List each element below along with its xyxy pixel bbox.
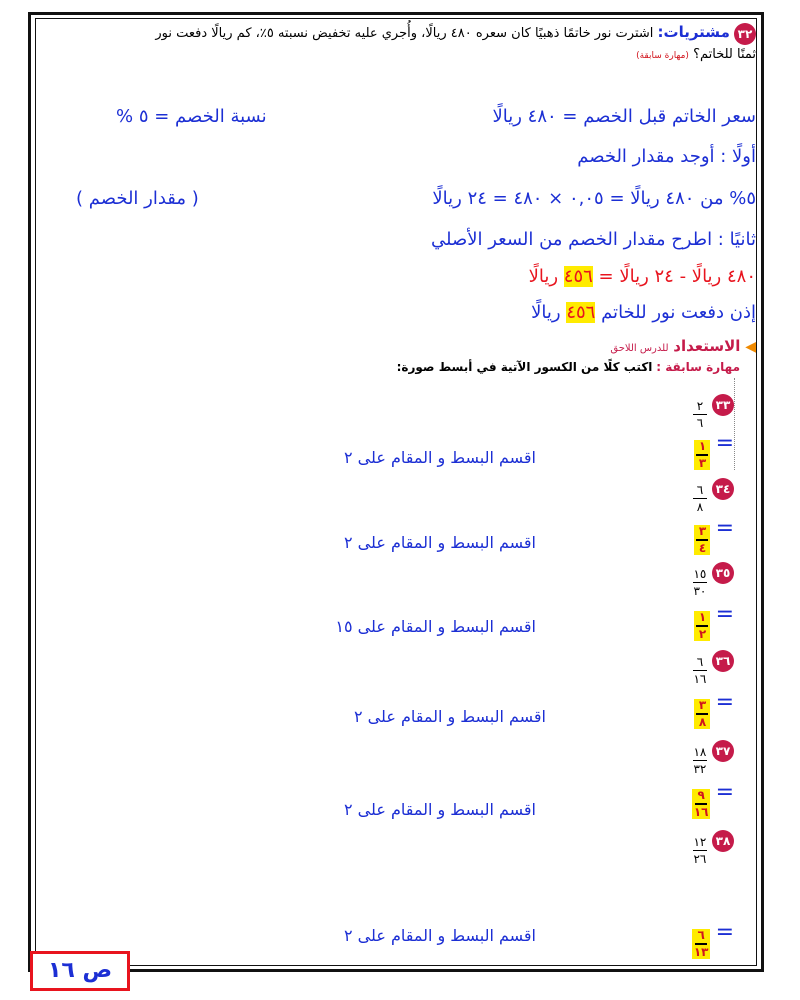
equals-sign: = xyxy=(715,780,734,805)
numerator: ١٨ xyxy=(693,744,707,759)
numerator: ١٥ xyxy=(693,566,707,581)
question-fraction xyxy=(693,484,707,513)
bottom-rule xyxy=(130,970,694,972)
answer-fraction xyxy=(692,789,711,819)
discount-rate: نسبة الخصم = ٥ % xyxy=(116,106,267,127)
denominator: ١٦ xyxy=(693,671,707,686)
calc1: ٥% من ٤٨٠ ريالًا = ٠,٠٥ × ٤٨٠ = ٢٤ ريالًا xyxy=(432,188,756,209)
problem-number-badge: ٣٢ xyxy=(734,23,756,45)
denominator: ٣٢ xyxy=(693,761,707,776)
numerator: ٦ xyxy=(696,482,704,497)
exercise-36-question xyxy=(693,650,734,685)
numerator: ٢ xyxy=(696,398,704,413)
exercise-35-note: اقسم البسط و المقام على ١٥ xyxy=(335,617,536,636)
denominator: ٨ xyxy=(696,499,704,514)
numerator: ٣ xyxy=(698,524,707,538)
exercise-38-note: اقسم البسط و المقام على ٢ xyxy=(344,926,536,945)
problem-skill-tag: (مهارة سابقة) xyxy=(636,50,689,61)
equals-sign: = xyxy=(715,602,734,627)
question-fraction xyxy=(693,746,707,775)
exercise-38-answer xyxy=(692,920,734,959)
denominator: ٤ xyxy=(698,541,707,555)
section-title: الاستعداد xyxy=(673,337,741,355)
answer-fraction xyxy=(692,929,711,959)
section-instruction-line xyxy=(397,360,740,374)
numerator: ١ xyxy=(698,439,707,453)
denominator: ٣ xyxy=(698,456,707,470)
numerator: ١ xyxy=(698,610,707,624)
exercise-35-answer xyxy=(694,602,734,641)
denominator: ٦ xyxy=(696,415,704,430)
equals-sign: = xyxy=(715,431,734,456)
section-divider xyxy=(734,378,735,470)
page-number-label: ص ١٦ xyxy=(30,951,130,991)
step1-heading: أولًا : أوجد مقدار الخصم xyxy=(577,146,756,167)
exercise-34-answer xyxy=(694,516,734,555)
denominator: ١٦ xyxy=(693,805,709,819)
calc2 xyxy=(529,266,756,287)
question-fraction xyxy=(693,836,707,865)
triangle-icon: ◀ xyxy=(745,339,756,355)
exercise-36-answer xyxy=(694,690,734,729)
exercise-35-question xyxy=(693,562,734,597)
calc2-prefix: ٤٨٠ ريالًا - ٢٤ ريالًا = xyxy=(598,266,756,287)
final-value: ٤٥٦ xyxy=(566,302,596,323)
answer-fraction xyxy=(694,440,710,470)
exercise-33-question xyxy=(693,394,734,429)
answer-fraction xyxy=(694,611,710,641)
exercise-number-badge: ٣٤ xyxy=(712,478,734,500)
exercise-number-badge: ٣٣ xyxy=(712,394,734,416)
section-instruction: اكتب كلًا من الكسور الآتية في أبسط صورة: xyxy=(396,360,653,374)
final-answer xyxy=(531,302,756,323)
question-fraction xyxy=(693,400,707,429)
problem-32 xyxy=(44,22,756,66)
question-fraction xyxy=(693,568,707,597)
calc2-unit: ريالًا xyxy=(528,266,559,287)
exercise-33-answer xyxy=(694,431,734,470)
numerator: ٣ xyxy=(698,698,707,712)
exercise-number-badge: ٣٥ xyxy=(712,562,734,584)
exercise-36-note: اقسم البسط و المقام على ٢ xyxy=(354,707,546,726)
equals-sign: = xyxy=(715,920,734,945)
numerator: ٦ xyxy=(697,928,705,942)
equals-sign: = xyxy=(715,516,734,541)
exercise-34-note: اقسم البسط و المقام على ٢ xyxy=(344,533,536,552)
problem-text-line1: اشترت نور خاتمًا ذهبيًا كان سعره ٤٨٠ ريالًا، وأُجري عليه تخفيض نسبته ٥٪، كم ريالًا دفعت نور xyxy=(155,26,654,41)
price-before: سعر الخاتم قبل الخصم = ٤٨٠ ريالًا xyxy=(492,106,756,127)
exercise-number-badge: ٣٦ xyxy=(712,650,734,672)
step2-heading: ثانيًا : اطرح مقدار الخصم من السعر الأصلي xyxy=(430,229,756,250)
exercise-37-question xyxy=(693,740,734,775)
answer-fraction xyxy=(694,699,710,729)
problem-title: مشتريات: xyxy=(657,23,730,41)
denominator: ٨ xyxy=(698,715,707,729)
exercise-number-badge: ٣٨ xyxy=(712,830,734,852)
calc1-note: ( مقدار الخصم ) xyxy=(76,188,199,209)
skill-label: مهارة سابقة : xyxy=(656,360,740,374)
exercise-34-question xyxy=(693,478,734,513)
numerator: ١٢ xyxy=(693,834,707,849)
final-unit: ريالًا xyxy=(531,302,561,323)
exercise-33-note: اقسم البسط و المقام على ٢ xyxy=(344,448,536,467)
exercise-38-question xyxy=(693,830,734,865)
answer-fraction xyxy=(694,525,710,555)
numerator: ٦ xyxy=(696,654,704,669)
denominator: ٣٠ xyxy=(693,583,707,598)
final-prefix: إذن دفعت نور للخاتم xyxy=(601,302,756,323)
equals-sign: = xyxy=(715,690,734,715)
denominator: ٢٦ xyxy=(693,851,707,866)
question-fraction xyxy=(693,656,707,685)
section-header xyxy=(610,337,756,355)
exercise-37-note: اقسم البسط و المقام على ٢ xyxy=(344,800,536,819)
denominator: ١٣ xyxy=(693,945,709,959)
denominator: ٢ xyxy=(698,627,707,641)
calc2-result: ٤٥٦ xyxy=(563,266,593,287)
section-subtitle: للدرس اللاحق xyxy=(610,343,669,354)
problem-text-line2: ثمنًا للخاتم؟ xyxy=(693,46,756,62)
exercise-37-answer xyxy=(692,780,734,819)
numerator: ٩ xyxy=(697,788,705,802)
exercise-number-badge: ٣٧ xyxy=(712,740,734,762)
